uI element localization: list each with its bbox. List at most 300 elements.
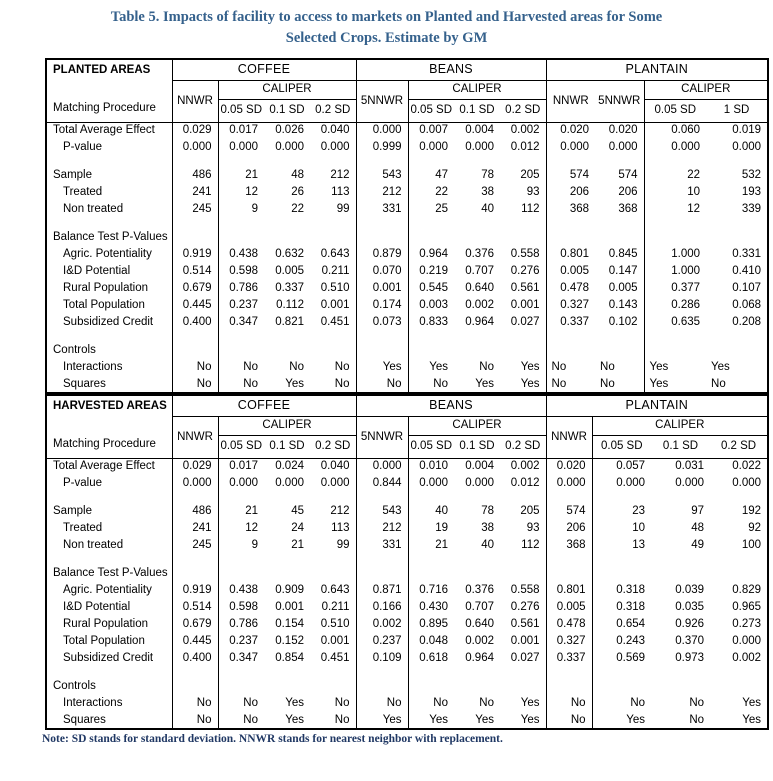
value-cell xyxy=(454,331,500,342)
value-cell: 0.318 xyxy=(616,584,646,596)
table-section-title: HARVESTED AREAS xyxy=(53,400,167,412)
value-cell: 0.017 xyxy=(229,460,258,473)
value-cell xyxy=(710,667,768,678)
value-cell: No xyxy=(243,377,258,390)
value-cell: 49 xyxy=(691,539,705,551)
value-cell: 0.844 xyxy=(356,475,408,492)
value-cell: 0.854 xyxy=(275,652,304,664)
value-cell: 205 xyxy=(500,167,546,184)
value-cell: 0.154 xyxy=(275,618,304,630)
value-cell: 0.010 xyxy=(419,460,448,473)
value-cell: 0.000 xyxy=(732,635,762,647)
value-cell: 22 xyxy=(435,186,448,198)
row-label: Subsidized Credit xyxy=(46,314,172,331)
value-cell: 0.211 xyxy=(310,263,356,280)
value-cell xyxy=(592,667,651,678)
value-cell: 100 xyxy=(741,539,762,551)
value-cell: 0.430 xyxy=(419,601,448,613)
value-cell: 212 xyxy=(310,167,356,184)
value-cell xyxy=(706,229,768,246)
value-cell: No xyxy=(546,712,592,729)
value-cell xyxy=(172,667,218,678)
value-cell xyxy=(264,565,310,582)
value-cell: 0.377 xyxy=(671,282,701,294)
group-header-coffee: COFFEE xyxy=(172,59,356,80)
value-cell: 0.001 xyxy=(500,297,546,314)
value-cell: 23 xyxy=(632,505,646,517)
value-cell xyxy=(264,229,310,246)
matching-procedure-label: Matching Procedure xyxy=(53,101,156,114)
row-label: I&D Potential xyxy=(46,263,172,280)
value-cell: 48 xyxy=(291,169,304,181)
value-cell xyxy=(710,565,768,582)
value-cell: 0.112 xyxy=(276,299,304,311)
value-cell: 0.000 xyxy=(310,139,356,156)
value-cell: No xyxy=(310,376,356,393)
value-cell: 0.337 xyxy=(546,650,592,667)
value-cell: 0.598 xyxy=(229,601,258,613)
value-cell: 0.005 xyxy=(560,265,590,277)
value-cell: No xyxy=(546,695,592,712)
value-cell: 0.174 xyxy=(356,297,408,314)
value-cell: 0.376 xyxy=(465,248,494,260)
value-cell: 0.020 xyxy=(546,458,592,475)
value-cell xyxy=(172,565,218,582)
value-cell xyxy=(172,678,218,695)
value-cell xyxy=(595,342,644,359)
value-cell: 1.000 xyxy=(671,248,701,260)
col-header: 5NNWR xyxy=(595,80,644,122)
value-cell: 0.510 xyxy=(310,616,356,633)
value-cell xyxy=(264,218,310,229)
value-cell: 0.000 xyxy=(616,477,646,489)
table-row-subsidized-credit xyxy=(46,314,768,331)
value-cell: 10 xyxy=(687,186,701,198)
sd-col-header: 0.1 SD xyxy=(264,435,310,458)
table-row-sample xyxy=(46,167,768,184)
sd-col-header: 0.05 SD xyxy=(218,435,264,458)
value-cell: Yes xyxy=(356,712,408,729)
spacer-cell xyxy=(46,554,172,565)
table-caption-line1: Table 5. Impacts of facility to access to markets on Planted and Harvested areas for Some xyxy=(110,9,663,25)
table-row-controls xyxy=(46,342,768,359)
value-cell xyxy=(500,667,546,678)
sd-col-header: 0.2 SD xyxy=(310,99,356,122)
value-cell: 0.002 xyxy=(356,616,408,633)
value-cell: 0.327 xyxy=(560,299,590,311)
value-cell: No xyxy=(630,697,646,709)
row-label: Non treated xyxy=(46,201,172,218)
value-cell: 0.068 xyxy=(732,299,762,311)
value-cell: No xyxy=(551,361,567,373)
value-cell: Yes xyxy=(500,695,546,712)
value-cell: No xyxy=(433,697,448,709)
value-cell: No xyxy=(356,376,408,393)
value-cell: 0.895 xyxy=(419,618,448,630)
value-cell: 0.999 xyxy=(356,139,408,156)
value-cell: 0.478 xyxy=(560,282,590,294)
value-cell: 0.000 xyxy=(172,475,218,492)
value-cell xyxy=(546,229,595,246)
value-cell: Yes xyxy=(500,359,546,376)
value-cell: 0.871 xyxy=(356,582,408,599)
value-cell xyxy=(264,492,310,503)
value-cell xyxy=(356,218,408,229)
value-cell: 0.237 xyxy=(229,635,258,647)
value-cell: 0.679 xyxy=(172,280,218,297)
value-cell: No xyxy=(243,697,258,709)
col-header: NNWR xyxy=(546,80,595,122)
value-cell: 47 xyxy=(435,169,448,181)
value-cell: 0.000 xyxy=(732,477,762,489)
value-cell: Yes xyxy=(500,376,546,393)
value-cell xyxy=(310,229,356,246)
row-label: Interactions xyxy=(46,359,172,376)
value-cell: 0.007 xyxy=(419,124,448,137)
value-cell: 0.569 xyxy=(616,652,646,664)
value-cell: 0.273 xyxy=(732,618,762,630)
value-cell: 0.027 xyxy=(500,650,546,667)
row-label: Squares xyxy=(46,376,172,393)
value-cell: 212 xyxy=(310,503,356,520)
value-cell: 0.000 xyxy=(465,141,494,153)
value-cell xyxy=(454,667,500,678)
value-cell: 0.410 xyxy=(732,265,762,277)
value-cell xyxy=(454,229,500,246)
value-cell: 0.004 xyxy=(465,124,494,137)
value-cell xyxy=(500,492,546,503)
row-label: Total Average Effect xyxy=(46,122,172,139)
value-cell: 0.211 xyxy=(310,599,356,616)
value-cell xyxy=(644,156,706,167)
value-cell: 0.973 xyxy=(675,652,705,664)
value-cell: 0.643 xyxy=(310,582,356,599)
value-cell: 0.640 xyxy=(465,282,494,294)
value-cell: 9 xyxy=(251,539,258,551)
value-cell: No xyxy=(310,712,356,729)
table-row-total-population xyxy=(46,297,768,314)
value-cell: 25 xyxy=(435,203,448,215)
row-label: Controls xyxy=(46,678,172,695)
value-cell xyxy=(500,156,546,167)
value-cell: 0.029 xyxy=(172,458,218,475)
value-cell xyxy=(500,678,546,695)
table-row-rural-population xyxy=(46,280,768,297)
table-row-rural-population xyxy=(46,616,768,633)
value-cell xyxy=(356,678,408,695)
value-cell xyxy=(218,554,264,565)
col-header: 5NNWR xyxy=(356,80,408,122)
value-cell: 13 xyxy=(632,539,646,551)
value-cell: 532 xyxy=(741,169,762,181)
value-cell: 212 xyxy=(356,184,408,201)
sd-col-header: 0.2 SD xyxy=(500,99,546,122)
value-cell xyxy=(651,667,710,678)
value-cell xyxy=(264,342,310,359)
value-cell: 206 xyxy=(595,184,644,201)
value-cell: 78 xyxy=(481,169,494,181)
group-header-beans: BEANS xyxy=(356,59,546,80)
table-row-p-value xyxy=(46,139,768,156)
value-cell xyxy=(356,331,408,342)
value-cell xyxy=(500,331,546,342)
value-cell: No xyxy=(243,713,258,726)
row-label: Squares xyxy=(46,712,172,729)
sd-col-header: 0.2 SD xyxy=(310,435,356,458)
planted-areas-table xyxy=(45,58,769,394)
value-cell: 0.166 xyxy=(356,599,408,616)
group-header-beans: BEANS xyxy=(356,395,546,416)
value-cell xyxy=(356,156,408,167)
value-cell: 486 xyxy=(172,503,218,520)
row-label: Agric. Potentiality xyxy=(46,582,172,599)
value-cell: No xyxy=(172,359,218,376)
value-cell: 0.561 xyxy=(500,616,546,633)
value-cell xyxy=(218,667,264,678)
value-cell xyxy=(546,331,595,342)
value-cell xyxy=(592,554,651,565)
value-cell: 0.109 xyxy=(356,650,408,667)
value-cell: 0.019 xyxy=(732,124,762,137)
value-cell: 0.801 xyxy=(560,248,590,260)
value-cell: 0.276 xyxy=(500,599,546,616)
value-cell: Yes xyxy=(626,713,646,726)
value-cell: 0.000 xyxy=(675,477,705,489)
value-cell: 0.005 xyxy=(275,265,304,277)
value-cell: 78 xyxy=(481,505,494,517)
value-cell xyxy=(651,492,710,503)
table-row-balance-test xyxy=(46,565,768,582)
value-cell: No xyxy=(479,697,494,709)
value-cell xyxy=(454,218,500,229)
value-cell: No xyxy=(310,359,356,376)
value-cell: 0.001 xyxy=(275,601,304,613)
caliper-header: CALIPER xyxy=(408,80,546,99)
value-cell: 0.017 xyxy=(229,124,258,137)
value-cell xyxy=(310,678,356,695)
table-row-agric-potentiality xyxy=(46,246,768,263)
value-cell: No xyxy=(595,359,644,376)
value-cell: 0.598 xyxy=(229,265,258,277)
value-cell: 0.821 xyxy=(275,316,304,328)
table-row-interactions xyxy=(46,359,768,376)
value-cell xyxy=(408,554,454,565)
value-cell: 22 xyxy=(291,203,304,215)
value-cell xyxy=(644,342,706,359)
table-caption xyxy=(10,7,763,49)
value-cell: 0.879 xyxy=(356,246,408,263)
value-cell: 0.370 xyxy=(675,635,705,647)
row-label: Rural Population xyxy=(46,616,172,633)
spacer-row xyxy=(46,554,768,565)
value-cell: 0.002 xyxy=(465,635,494,647)
value-cell: 0.000 xyxy=(356,458,408,475)
value-cell xyxy=(172,331,218,342)
matching-procedure-label: Matching Procedure xyxy=(53,437,156,450)
value-cell: 0.000 xyxy=(275,141,304,153)
value-cell: 0.057 xyxy=(616,460,646,473)
planted-areas-table-host xyxy=(45,58,769,394)
value-cell: 0.073 xyxy=(356,314,408,331)
value-cell: 0.376 xyxy=(465,584,494,596)
value-cell: 93 xyxy=(500,184,546,201)
value-cell: 0.005 xyxy=(595,280,644,297)
spacer-row xyxy=(46,331,768,342)
value-cell xyxy=(546,492,592,503)
value-cell xyxy=(595,156,644,167)
value-cell xyxy=(218,156,264,167)
value-cell: Yes xyxy=(649,377,669,390)
value-cell: 0.102 xyxy=(595,314,644,331)
value-cell xyxy=(651,678,710,695)
value-cell: 38 xyxy=(481,186,494,198)
value-cell xyxy=(595,218,644,229)
value-cell: 0.276 xyxy=(500,263,546,280)
value-cell: 0.060 xyxy=(671,124,701,137)
value-cell xyxy=(595,229,644,246)
value-cell: 0.451 xyxy=(310,314,356,331)
value-cell: 241 xyxy=(172,520,218,537)
value-cell: 0.514 xyxy=(172,599,218,616)
value-cell xyxy=(546,554,592,565)
value-cell xyxy=(310,342,356,359)
value-cell xyxy=(218,229,264,246)
table-row-total-population xyxy=(46,633,768,650)
value-cell xyxy=(710,492,768,503)
value-cell: 45 xyxy=(291,505,304,517)
value-cell: No xyxy=(356,695,408,712)
spacer-cell xyxy=(46,331,172,342)
value-cell xyxy=(454,565,500,582)
page xyxy=(0,7,773,781)
value-cell: No xyxy=(479,361,494,373)
value-cell: Yes xyxy=(285,713,304,726)
row-label: Sample xyxy=(46,503,172,520)
row-label: Total Population xyxy=(46,633,172,650)
value-cell: 368 xyxy=(546,537,592,554)
value-cell xyxy=(500,554,546,565)
group-header-coffee: COFFEE xyxy=(172,395,356,416)
value-cell xyxy=(500,218,546,229)
value-cell xyxy=(310,331,356,342)
value-cell: 0.027 xyxy=(500,314,546,331)
value-cell: 0.031 xyxy=(675,460,705,473)
value-cell xyxy=(644,229,706,246)
value-cell: 0.786 xyxy=(229,282,258,294)
value-cell: 0.147 xyxy=(595,263,644,280)
value-cell xyxy=(710,678,768,695)
value-cell: 486 xyxy=(172,167,218,184)
value-cell xyxy=(310,565,356,582)
row-label: Subsidized Credit xyxy=(46,650,172,667)
value-cell xyxy=(264,331,310,342)
value-cell xyxy=(310,492,356,503)
value-cell: Yes xyxy=(500,712,546,729)
value-cell: No xyxy=(289,361,304,373)
value-cell: 40 xyxy=(481,539,494,551)
value-cell: Yes xyxy=(475,377,494,390)
value-cell: 92 xyxy=(748,522,762,534)
value-cell: 97 xyxy=(691,505,705,517)
value-cell: 0.561 xyxy=(500,280,546,297)
row-label: Balance Test P-Values xyxy=(46,229,172,246)
value-cell: 0.005 xyxy=(546,599,592,616)
value-cell: No xyxy=(433,377,448,390)
value-cell xyxy=(710,554,768,565)
sd-col-header: 0.1 SD xyxy=(651,435,710,458)
value-cell: 0.347 xyxy=(229,652,258,664)
value-cell: 0.003 xyxy=(419,299,448,311)
value-cell: 0.020 xyxy=(595,122,644,139)
value-cell xyxy=(546,218,595,229)
value-cell: 0.000 xyxy=(229,141,258,153)
value-cell: Yes xyxy=(285,377,304,390)
value-cell: 0.000 xyxy=(172,139,218,156)
row-label: Sample xyxy=(46,167,172,184)
row-label: Treated xyxy=(46,184,172,201)
value-cell xyxy=(264,554,310,565)
value-cell: Yes xyxy=(356,359,408,376)
table-row-id-potential xyxy=(46,599,768,616)
value-cell: 19 xyxy=(435,522,448,534)
value-cell: 21 xyxy=(245,169,258,181)
value-cell: 0.833 xyxy=(419,316,448,328)
value-cell: 0.001 xyxy=(310,297,356,314)
value-cell: 206 xyxy=(546,520,592,537)
value-cell xyxy=(500,565,546,582)
value-cell: 93 xyxy=(500,520,546,537)
row-label: Non treated xyxy=(46,537,172,554)
value-cell: 331 xyxy=(356,201,408,218)
sd-col-header: 0.2 SD xyxy=(500,435,546,458)
value-cell: Yes xyxy=(742,713,762,726)
row-label: Treated xyxy=(46,520,172,537)
group-header-plantain: PLANTAIN xyxy=(546,395,768,416)
value-cell xyxy=(546,667,592,678)
value-cell: 0.545 xyxy=(419,282,448,294)
value-cell: No xyxy=(551,377,567,390)
group-header-plantain: PLANTAIN xyxy=(546,59,768,80)
value-cell: 0.237 xyxy=(229,299,258,311)
value-cell: 113 xyxy=(310,184,356,201)
value-cell xyxy=(408,229,454,246)
table-row-treated xyxy=(46,520,768,537)
value-cell: 245 xyxy=(172,537,218,554)
value-cell: 0.237 xyxy=(356,633,408,650)
value-cell xyxy=(408,678,454,695)
value-cell: 0.635 xyxy=(671,316,701,328)
value-cell: 0.002 xyxy=(465,299,494,311)
value-cell xyxy=(310,667,356,678)
value-cell xyxy=(706,218,768,229)
value-cell xyxy=(172,156,218,167)
value-cell: 21 xyxy=(435,539,448,551)
value-cell: No xyxy=(711,377,726,390)
value-cell: Yes xyxy=(475,713,494,726)
value-cell: 0.000 xyxy=(465,477,494,489)
value-cell: 0.024 xyxy=(275,460,304,473)
value-cell xyxy=(356,229,408,246)
value-cell: 205 xyxy=(500,503,546,520)
value-cell: 245 xyxy=(172,201,218,218)
value-cell xyxy=(264,156,310,167)
value-cell: 0.558 xyxy=(500,246,546,263)
value-cell: 0.347 xyxy=(229,316,258,328)
value-cell: 0.965 xyxy=(732,601,762,613)
value-cell xyxy=(408,342,454,359)
value-cell xyxy=(218,331,264,342)
row-label: Controls xyxy=(46,342,172,359)
